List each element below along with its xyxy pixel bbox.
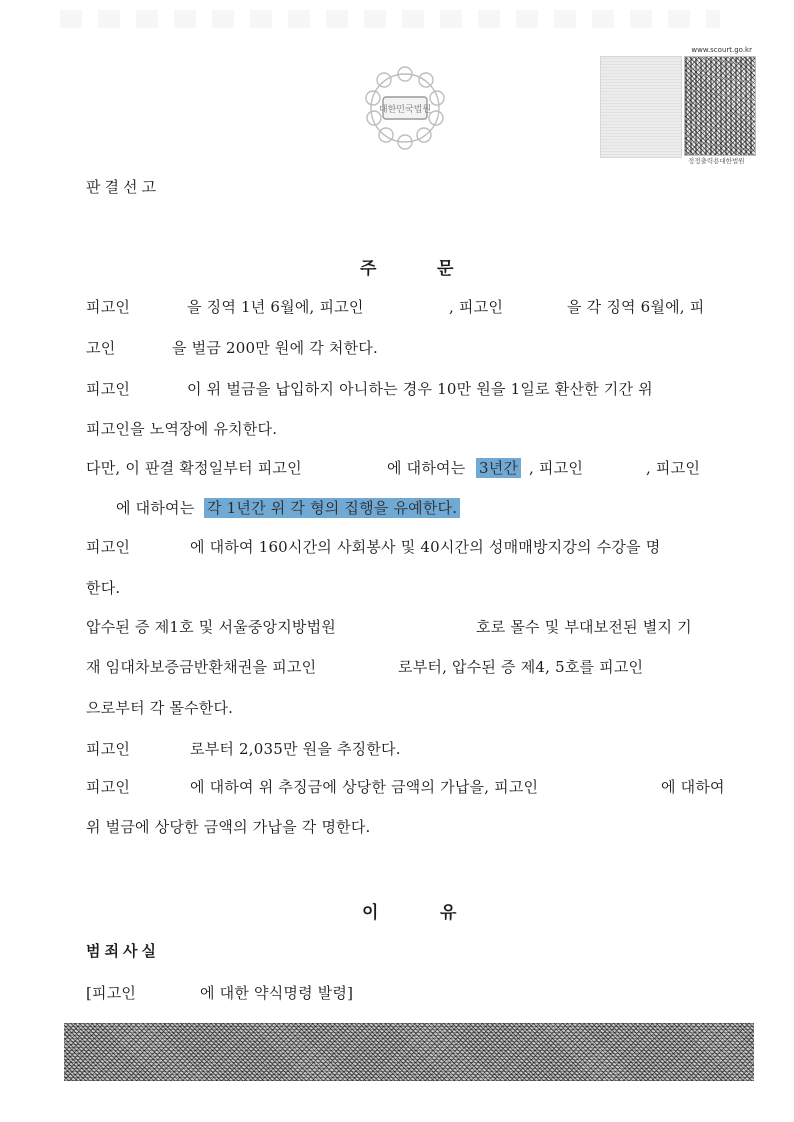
qr-caption: 정정출력용대한법원	[688, 157, 745, 165]
section-title: 판결선고	[86, 178, 160, 196]
order-line-6b	[204, 498, 460, 518]
note-open: [피고인	[86, 984, 137, 1002]
court-emblem	[356, 60, 454, 152]
order-line-5d: , 피고인	[529, 459, 584, 477]
verification-panel	[600, 56, 682, 158]
order-line-12a: 피고인	[86, 740, 131, 758]
order-line-1b: 을 징역 1년 6월에, 피고인	[187, 298, 364, 316]
order-line-10b: 로부터, 압수된 증 제4, 5호를 피고인	[398, 658, 644, 676]
note-close: 에 대한 약식명령 발령]	[200, 984, 354, 1002]
order-line-14: 위 벌금에 상당한 금액의 가납을 각 명한다.	[86, 818, 371, 836]
scan-artifact-bottom	[64, 1023, 754, 1081]
highlight-probation-3y: 3년간	[476, 458, 521, 478]
order-line-3b: 이 위 벌금을 납입하지 아니하는 경우 10만 원을 1일로 환산한 기간 위	[187, 380, 653, 398]
facts-subheading: 범죄사실	[86, 942, 160, 960]
order-line-1c: , 피고인	[449, 298, 504, 316]
order-line-5e: , 피고인	[646, 459, 701, 477]
order-line-13c: 에 대하여	[661, 778, 725, 796]
order-line-12b: 로부터 2,035만 원을 추징한다.	[190, 740, 401, 758]
order-line-7a: 피고인	[86, 538, 131, 556]
order-line-8: 한다.	[86, 579, 121, 597]
order-line-6a: 에 대하여는	[116, 499, 195, 517]
order-line-9a: 압수된 증 제1호 및 서울중앙지방법원	[86, 618, 336, 636]
court-emblem-icon	[356, 60, 454, 152]
verification-block	[600, 46, 756, 165]
order-line-5c	[476, 458, 521, 478]
order-line-10a: 재 임대차보증금반환채권을 피고인	[86, 658, 317, 676]
order-line-13a: 피고인	[86, 778, 131, 796]
order-line-1d: 을 각 징역 6월에, 피	[567, 298, 705, 316]
reason-title-right: 유	[440, 903, 457, 923]
order-line-13b: 에 대하여 위 추징금에 상당한 금액의 가납을, 피고인	[190, 778, 539, 796]
scan-artifact-top	[60, 10, 720, 28]
order-line-2a: 고인	[86, 339, 116, 357]
highlight-probation-1y: 각 1년간 위 각 형의 집행을 유예한다.	[204, 498, 460, 518]
order-line-5a: 다만, 이 판결 확정일부터 피고인	[86, 459, 302, 477]
svg-text:대한민국법원: 대한민국법원	[378, 105, 432, 115]
order-line-3a: 피고인	[86, 380, 131, 398]
order-line-4: 피고인을 노역장에 유치한다.	[86, 420, 278, 438]
order-line-1a: 피고인	[86, 298, 131, 316]
order-title-right: 문	[437, 259, 454, 279]
order-line-7b: 에 대하여 160시간의 사회봉사 및 40시간의 성매매방지강의 수강을 명	[190, 538, 661, 556]
order-line-5b: 에 대하여는	[387, 459, 466, 477]
reason-title-left: 이	[362, 903, 379, 923]
order-title-left: 주	[360, 259, 377, 279]
qr-code	[684, 56, 756, 156]
order-line-9b: 호로 몰수 및 부대보전된 별지 기	[476, 618, 692, 636]
order-line-11: 으로부터 각 몰수한다.	[86, 699, 234, 717]
qr-site-url: www.scourt.go.kr	[691, 46, 752, 54]
order-line-2b: 을 벌금 200만 원에 각 처한다.	[172, 339, 378, 357]
